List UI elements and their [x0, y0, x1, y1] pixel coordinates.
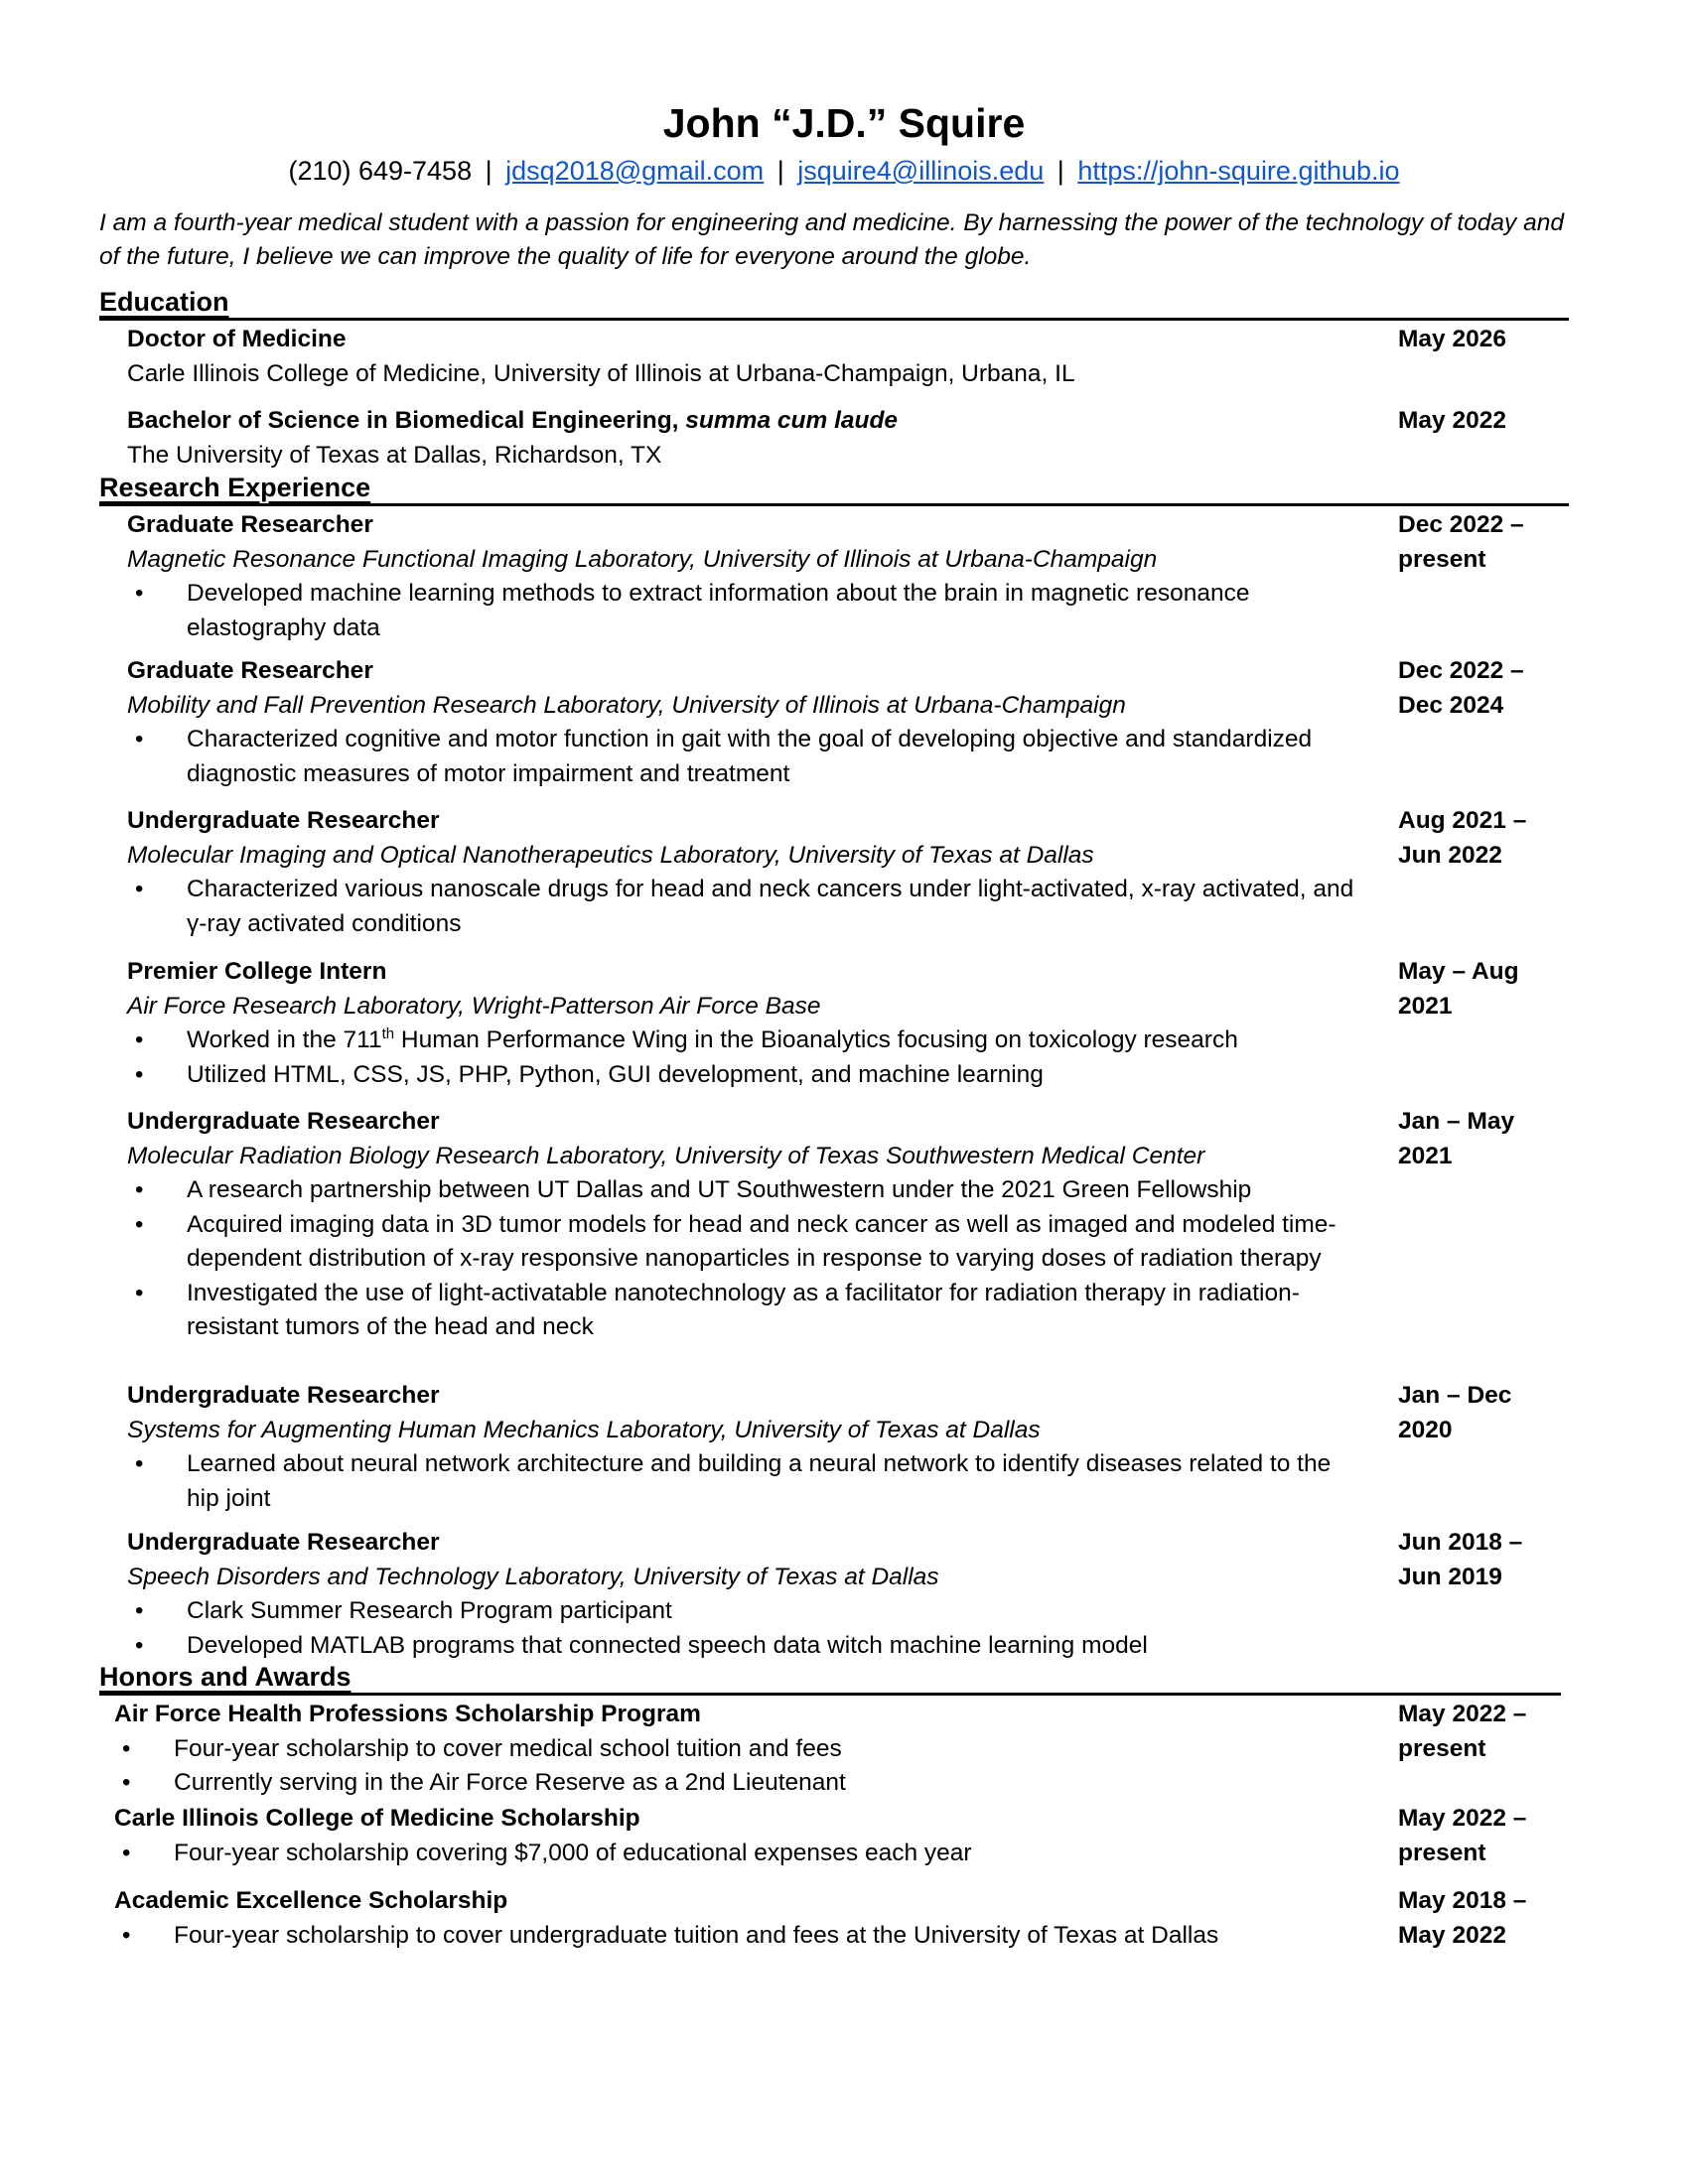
bullet-item: • Four-year scholarship to cover undergraduate tuition and fees at the University of Texas at Dallas — [114, 1919, 1345, 1954]
bullet-list — [114, 1837, 1345, 1871]
section-heading-education — [99, 286, 1569, 321]
role-title: Undergraduate Researcher — [127, 1108, 440, 1135]
role-title: Undergraduate Researcher — [127, 1382, 440, 1409]
bullet-list — [114, 1732, 1345, 1801]
institution: The University of Texas at Dallas, Richardson, TX — [127, 441, 662, 469]
date-end: present — [1398, 545, 1486, 573]
bullet-text: Worked in the 711 — [187, 1026, 382, 1053]
section-heading-research — [99, 472, 1569, 506]
ordinal-suffix: th — [381, 1024, 395, 1042]
date-start: Aug 2021 – — [1398, 807, 1527, 834]
phone-number: (210) 649-7458 — [288, 156, 473, 186]
award-title: Academic Excellence Scholarship — [114, 1887, 508, 1914]
entry-date — [1398, 804, 1557, 873]
entry-date: May 2026 — [1398, 326, 1506, 352]
bullet-item: • Learned about neural network architecture and building a neural network to identify diseases related to the hip joint — [127, 1447, 1358, 1516]
lab-name: Mobility and Fall Prevention Research Laboratory, University of Illinois at Urbana-Champaign — [127, 691, 1126, 719]
award-entry — [114, 1802, 1527, 1870]
date-end: Jun 2019 — [1398, 1563, 1502, 1590]
award-title: Air Force Health Professions Scholarship Program — [114, 1701, 701, 1727]
bullet-list — [127, 1447, 1358, 1516]
role-title: Undergraduate Researcher — [127, 807, 440, 834]
entry-date — [1398, 1698, 1557, 1766]
section-title: Honors and Awards — [99, 1662, 352, 1692]
degree-honor: summa cum laude — [685, 407, 899, 434]
date-start: May 2022 – — [1398, 1805, 1527, 1832]
section-title: Research Experience — [99, 473, 371, 502]
candidate-name: John “J.D.” Squire — [662, 100, 1026, 146]
role-title: Premier College Intern — [127, 958, 387, 985]
research-entry — [127, 804, 1537, 941]
role-title: Graduate Researcher — [127, 511, 373, 538]
separator: | — [776, 156, 784, 186]
email-link-gmail[interactable]: jdsq2018@gmail.com — [505, 156, 765, 186]
website-link[interactable]: https://john-squire.github.io — [1077, 156, 1400, 186]
bullet-item: • Characterized various nanoscale drugs for head and neck cancers under light-activated, x-ray activated, and γ-ray activated conditions — [127, 873, 1358, 941]
date-end: May 2022 — [1398, 1921, 1506, 1949]
section-title: Education — [99, 287, 229, 317]
date-start: Jan – Dec — [1398, 1382, 1512, 1409]
bullet-list — [127, 723, 1358, 791]
separator: | — [1056, 156, 1064, 186]
award-entry — [114, 1884, 1527, 1953]
bullet-item: • Utilized HTML, CSS, JS, PHP, Python, GUI development, and machine learning — [127, 1058, 1358, 1093]
research-entry — [127, 654, 1537, 791]
entry-date — [1398, 654, 1557, 723]
date-start: Jan – May — [1398, 1108, 1515, 1135]
bullet-list — [127, 577, 1358, 645]
bullet-item: • Four-year scholarship covering $7,000 of educational expenses each year — [114, 1837, 1345, 1871]
research-entry — [127, 1379, 1537, 1516]
date-start: Dec 2022 – — [1398, 511, 1524, 538]
section-heading-honors — [99, 1661, 1561, 1696]
bullet-text: Human Performance Wing in the Bioanalytics focusing on toxicology research — [394, 1026, 1238, 1053]
research-entry — [127, 955, 1537, 1092]
date-end: Dec 2024 — [1398, 691, 1504, 719]
email-link-illinois[interactable]: jsquire4@illinois.edu — [797, 156, 1045, 186]
date-end: 2020 — [1398, 1416, 1453, 1443]
bullet-item: • Developed machine learning methods to extract information about the brain in magnetic resonance elastography data — [127, 577, 1358, 645]
date-start: May – Aug — [1398, 958, 1519, 985]
bullet-item: • Characterized cognitive and motor function in gait with the goal of developing objective and standardized diagnostic measures of motor impairment and treatment — [127, 723, 1358, 791]
entry-date: May 2022 — [1398, 407, 1506, 434]
lab-name: Molecular Imaging and Optical Nanotherapeutics Laboratory, University of Texas at Dallas — [127, 841, 1094, 869]
research-entry — [127, 1526, 1537, 1663]
award-title: Carle Illinois College of Medicine Scholarship — [114, 1805, 640, 1832]
role-title: Graduate Researcher — [127, 657, 373, 684]
entry-date — [1398, 1526, 1557, 1594]
contact-line — [0, 153, 1688, 189]
date-start: Dec 2022 – — [1398, 657, 1524, 684]
separator: | — [485, 156, 492, 186]
date-end: 2021 — [1398, 992, 1453, 1020]
entry-date — [1398, 508, 1557, 577]
date-end: Jun 2022 — [1398, 841, 1502, 869]
education-entry-md — [127, 323, 1537, 391]
bullet-item: • Acquired imaging data in 3D tumor models for head and neck cancer as well as imaged and modeled time-dependent distribution of x-ray responsive nanoparticles in response to varying doses of radiation therapy — [127, 1208, 1358, 1277]
lab-name: Air Force Research Laboratory, Wright-Patterson Air Force Base — [127, 992, 821, 1020]
research-entry — [127, 1105, 1537, 1345]
bullet-item: • Clark Summer Research Program participant — [127, 1594, 1358, 1629]
bullet-item: • Currently serving in the Air Force Reserve as a 2nd Lieutenant — [114, 1766, 1345, 1801]
institution: Carle Illinois College of Medicine, University of Illinois at Urbana-Champaign, Urbana, IL — [127, 359, 1075, 387]
date-end: present — [1398, 1734, 1486, 1762]
lab-name: Magnetic Resonance Functional Imaging Laboratory, University of Illinois at Urbana-Champaign — [127, 545, 1158, 573]
entry-date — [1398, 955, 1557, 1024]
bullet-item: • Developed MATLAB programs that connected speech data witch machine learning model — [127, 1629, 1358, 1664]
summary-statement: I am a fourth-year medical student with a passion for engineering and medicine. By harnessing the power of the technology of today and of the future, I believe we can improve the quality of life for everyone around the globe. — [99, 209, 1564, 270]
bullet-item: • A research partnership between UT Dallas and UT Southwestern under the 2021 Green Fellowship — [127, 1173, 1358, 1208]
degree-title — [127, 404, 1537, 439]
date-start: May 2022 – — [1398, 1701, 1527, 1727]
bullet-list — [127, 1024, 1358, 1092]
award-entry — [114, 1698, 1527, 1801]
education-entry-bs — [127, 404, 1537, 473]
bullet-item: • Investigated the use of light-activatable nanotechnology as a facilitator for radiation therapy in radiation-resistant tumors of the head and neck — [127, 1277, 1358, 1345]
degree-name: Bachelor of Science in Biomedical Engineering, — [127, 407, 679, 434]
research-entry — [127, 508, 1537, 645]
lab-name: Molecular Radiation Biology Research Laboratory, University of Texas Southwestern Medical Center — [127, 1142, 1205, 1169]
entry-date — [1398, 1379, 1557, 1447]
bullet-item — [127, 1024, 1358, 1058]
bullet-list — [127, 873, 1358, 941]
date-end: 2021 — [1398, 1142, 1453, 1169]
lab-name: Speech Disorders and Technology Laboratory, University of Texas at Dallas — [127, 1563, 939, 1590]
entry-date — [1398, 1105, 1557, 1173]
bullet-list — [127, 1594, 1358, 1663]
date-end: present — [1398, 1839, 1486, 1866]
bullet-item: • Four-year scholarship to cover medical school tuition and fees — [114, 1732, 1345, 1767]
entry-date — [1398, 1802, 1557, 1870]
bullet-list — [127, 1173, 1358, 1345]
degree-title: Doctor of Medicine — [127, 326, 347, 352]
entry-date — [1398, 1884, 1557, 1953]
lab-name: Systems for Augmenting Human Mechanics Laboratory, University of Texas at Dallas — [127, 1416, 1041, 1443]
date-start: May 2018 – — [1398, 1887, 1527, 1914]
role-title: Undergraduate Researcher — [127, 1529, 440, 1556]
bullet-list — [114, 1919, 1345, 1954]
date-start: Jun 2018 – — [1398, 1529, 1523, 1556]
